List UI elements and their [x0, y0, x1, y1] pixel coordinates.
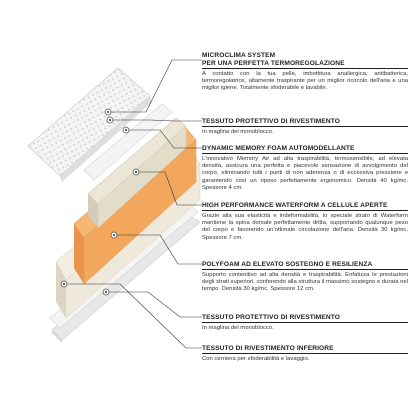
divider [202, 153, 408, 154]
divider [202, 68, 408, 69]
callout-title: TESSUTO PROTETTIVO DI RIVESTIMENTO [202, 314, 340, 321]
callout-body: Con cerniera per sfoderabilità e lavaggio. [202, 356, 310, 362]
callout-title: MICROCLIMA SYSTEM [202, 52, 276, 59]
callout-body: In maglina del monoblocco. [202, 129, 274, 135]
callout-body: A contatto con la tua pelle, imbottitura anallergica, antibatterica, termoregolatrice, altamente traspirante per un miglior ricircolo dell'aria e una miglior igiene. Totalmente sfoderabile e lavabile. [202, 71, 408, 92]
divider [202, 353, 408, 354]
callout-subtitle: PER UNA PERFETTA TERMOREGOLAZIONE [202, 60, 345, 67]
callout-body: Supporto contenitivo ad alta densità e traspirabilità. Enfatizza le prestazioni degli strati superiori, conferendo alla struttura il massimo sostegno e durata nel tempo. Densità 30 kg/mc. Spessore 12 cm. [202, 272, 408, 293]
callout-title: TESSUTO DI RIVESTIMENTO INFERIORE [202, 345, 334, 352]
callout-body: In maglina del monoblocco. [202, 325, 274, 331]
callout-title: HIGH PERFORMANCE WATERFORM A CELLULE APERTE [202, 202, 388, 209]
divider [202, 269, 408, 270]
divider [202, 210, 408, 211]
callout-waterfoam [202, 202, 408, 242]
callout-microclima [202, 52, 408, 93]
callout-title: DYNAMIC MEMORY FOAM AUTOMODELLANTE [202, 145, 355, 152]
divider [202, 322, 408, 323]
callout-body: Grazie alla sua elasticità e indeformabilità, lo speciale strato di Waterform mantiene la spina dorsale perfettamente dritta, supportando qualunque peso del corpo e favorendo un'ottimale circolazione dell'aria. Densità 30 kg/mc. Spessore 7 cm. [202, 213, 408, 241]
callout-cover-lower [202, 314, 408, 332]
callout-memory-foam [202, 145, 408, 192]
divider [202, 126, 408, 127]
callout-cover-bottom [202, 345, 408, 363]
callout-cover-top [202, 118, 408, 136]
callout-body: L'innovativo Memory Air ad alta traspirabilità, termosensibile, ad elevata densità, assicura una perfetta e piacevole sensazione di avvolgimento del corpo, eliminando tutti i punti di non aderenza o di eccessiva pressione e garantendo così un riposo perfettamente ergonomico. Densità 40 kg/mc. Spessore 4 cm. [202, 156, 408, 191]
callout-title: POLYFOAM AD ELEVATO SOSTEGNO E RESILIENZA [202, 261, 373, 268]
callout-title: TESSUTO PROTETTIVO DI RIVESTIMENTO [202, 118, 340, 125]
callout-polyfoam [202, 261, 408, 294]
